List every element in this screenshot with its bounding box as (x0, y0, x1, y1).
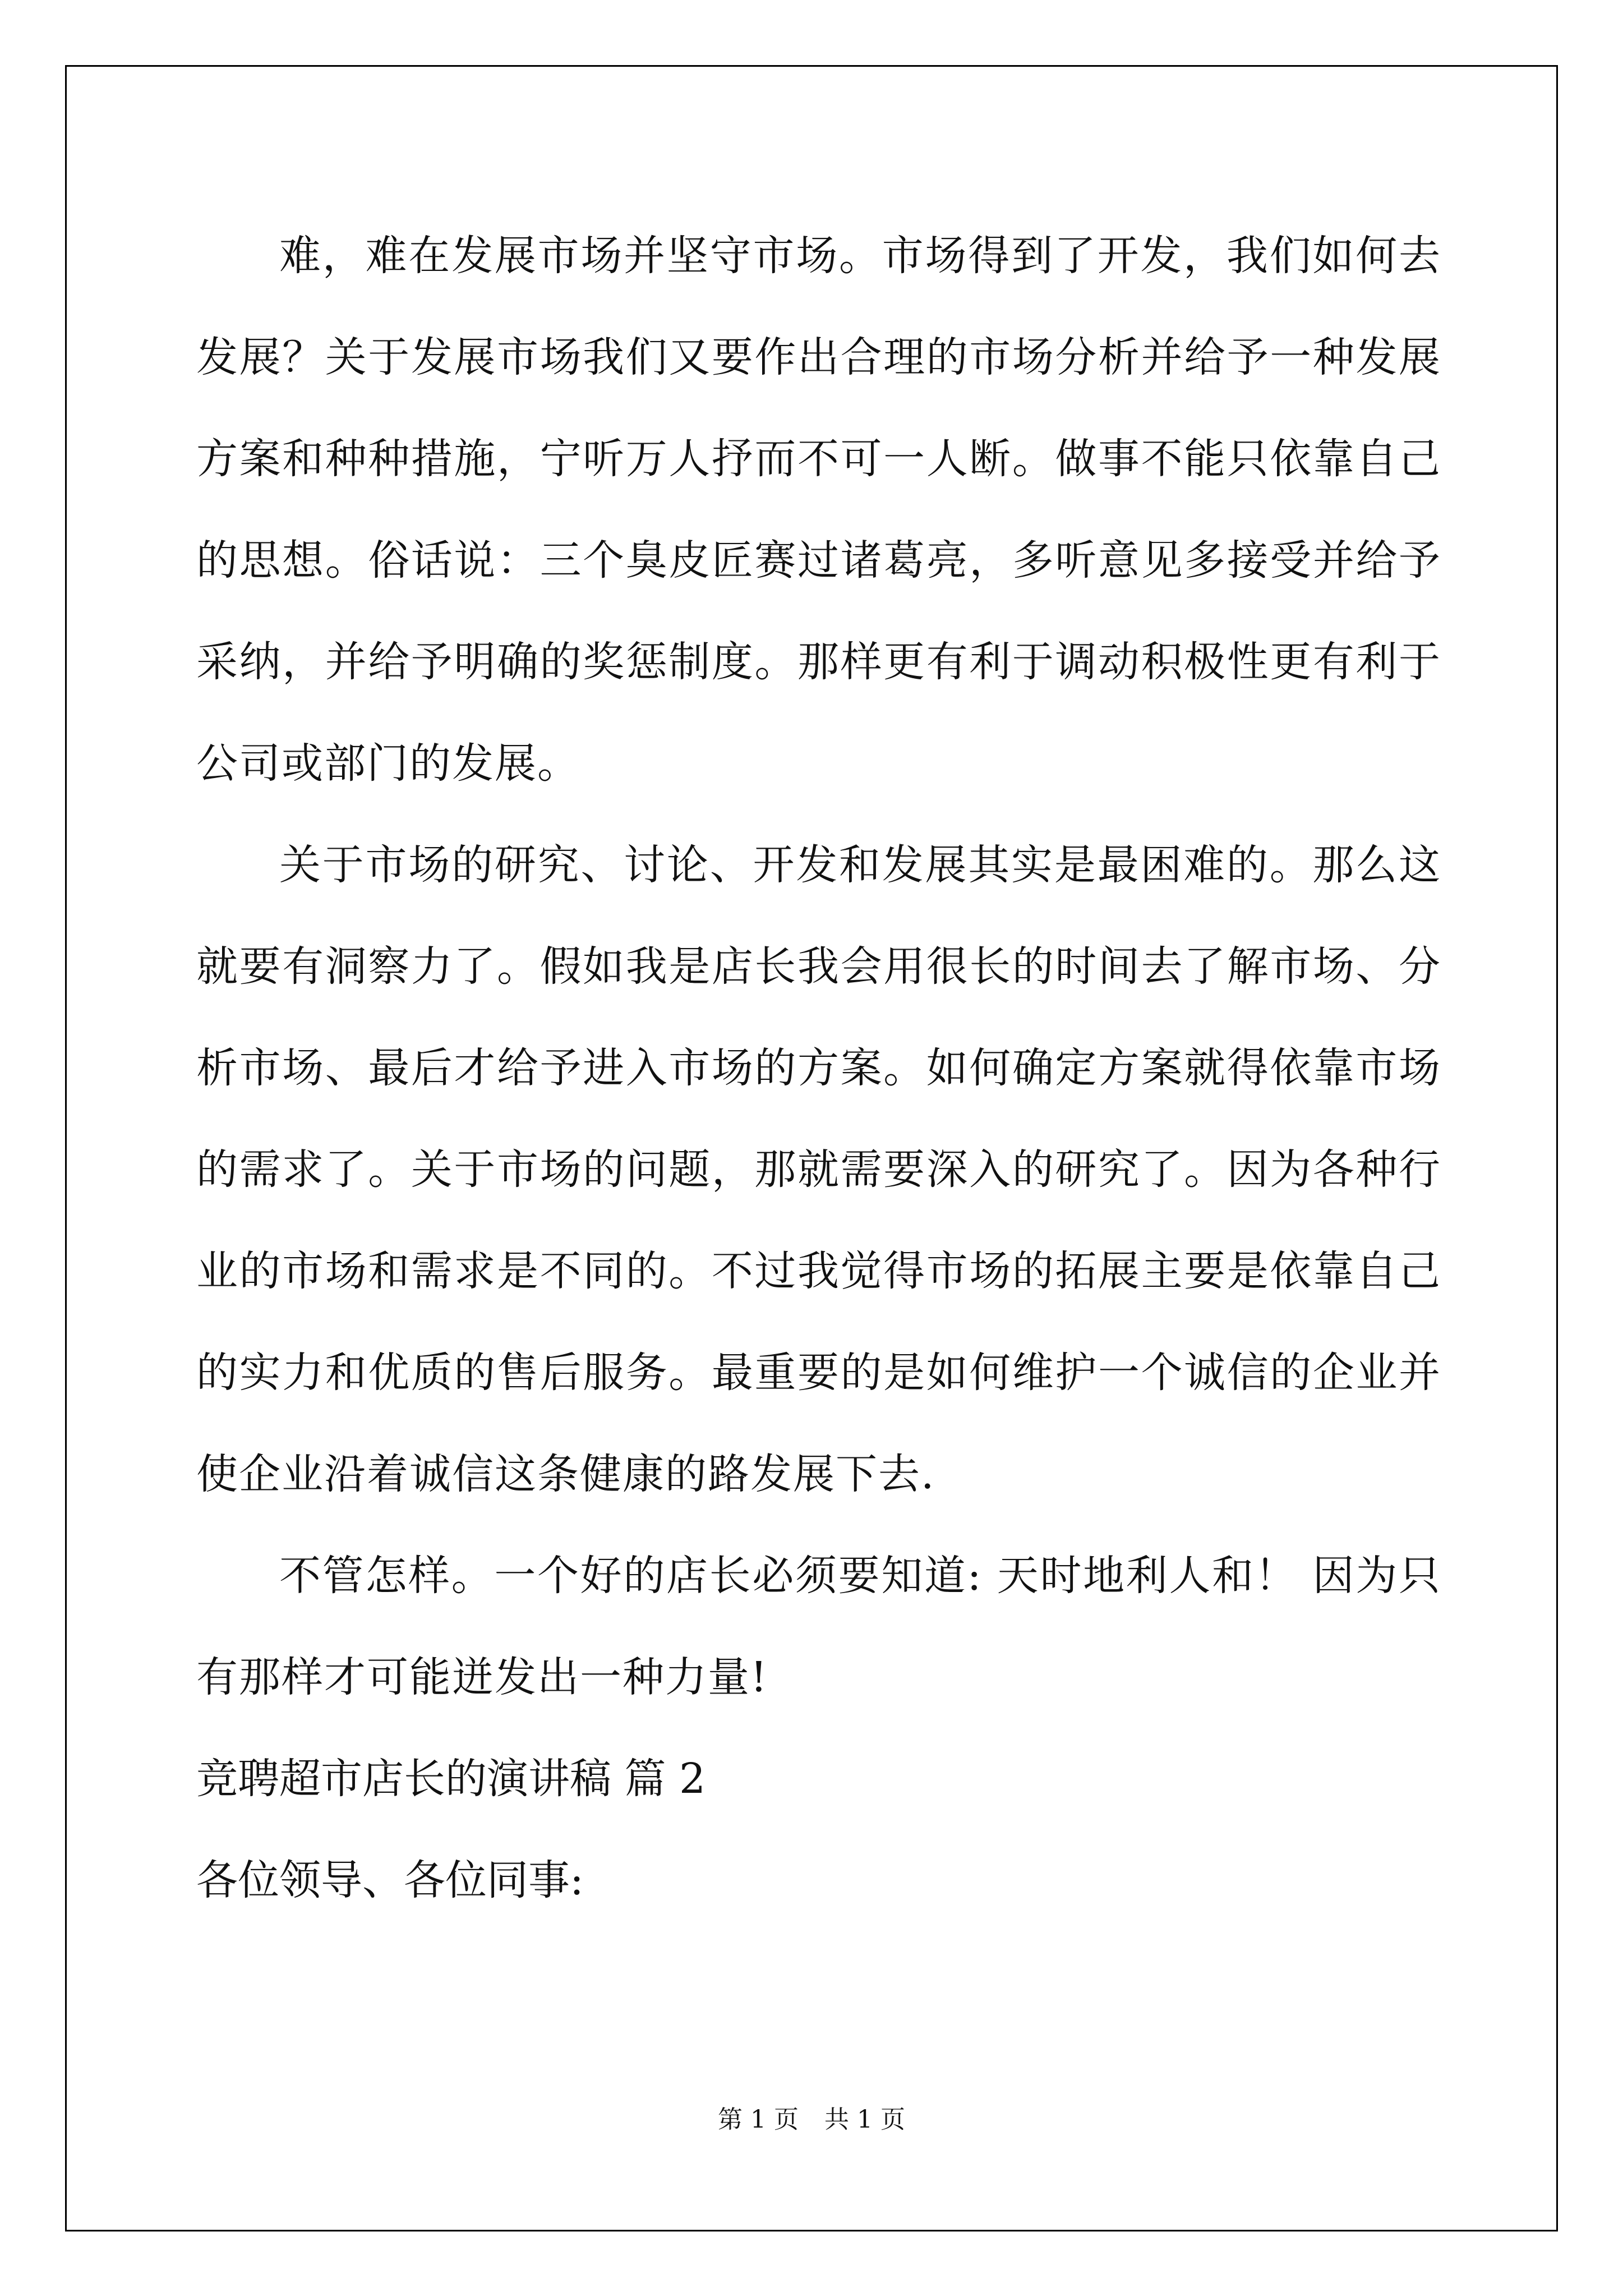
section-title: 竞聘超市店长的演讲稿 篇 2 (196, 1755, 706, 1803)
page-total: 共 1 页 (824, 2105, 905, 2134)
page-footer (0, 2099, 1623, 2135)
page-number: 第 1 页 (718, 2105, 799, 2134)
document-body (196, 205, 1441, 1931)
paragraph-3: 不管怎样。一个好的店长必须要知道: 天时地利人和！ 因为只有那样才可能迸发出一种力量! (196, 1552, 1441, 1701)
paragraph-2: 关于市场的研究、讨论、开发和发展其实是最困难的。那么这就要有洞察力了。假如我是店长我会用很长的时间去了解市场、分析市场、最后才给予进入市场的方案。如何确定方案就得依靠市场的需求了。关于市场的问题，那就需要深入的研究了。因为各种行业的市场和需求是不同的。不过我觉得市场的拓展主要是依靠自己的实力和优质的售后服务。最重要的是如何维护一个诚信的企业并使企业沿着诚信这条健康的路发展下去. (196, 841, 1441, 1498)
salutation: 各位领导、各位同事: (196, 1856, 584, 1904)
paragraph-1: 难，难在发展市场并坚守市场。市场得到了开发，我们如何去发展？关于发展市场我们又要作出合理的市场分析并给予一种发展方案和种种措施，宁听万人抒而不可一人断。做事不能只依靠自己的思想。俗话说：三个臭皮匠赛过诸葛亮，多听意见多接受并给予采纳，并给予明确的奖惩制度。那样更有利于调动积极性更有利于公司或部门的发展。 (196, 232, 1441, 788)
